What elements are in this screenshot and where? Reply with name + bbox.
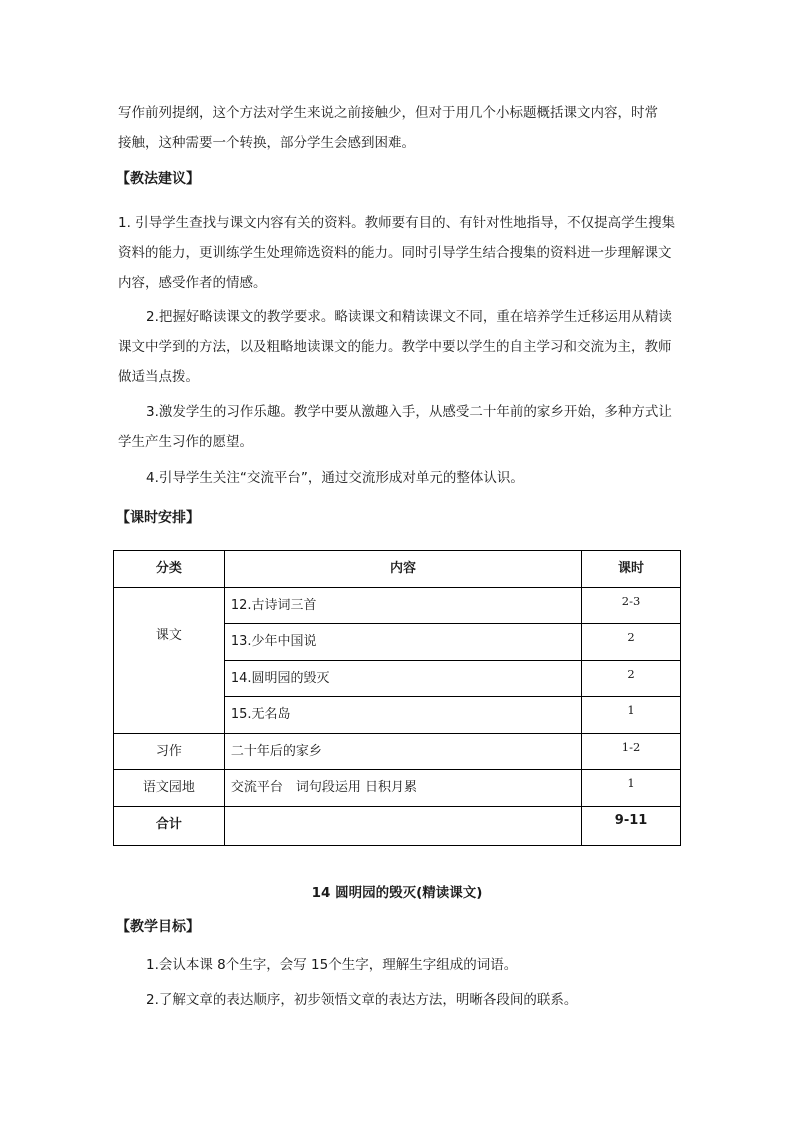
goal-2: 2.了解文章的表达顺序，初步领悟文章的表达方法，明晰各段间的联系。 <box>146 992 578 1008</box>
suggestion-3: 3.激发学生的习作乐趣。教学中要从激趣入手，从感受二十年前的家乡开始，多种方式让学生产生习作的愿望。 <box>118 404 672 450</box>
goal-1: 1.会认本课 8个生字，会写 15个生字，理解生字组成的词语。 <box>146 957 518 973</box>
hours-cell: 1-2 <box>582 734 681 770</box>
lesson-title: 14 圆明园的毁灭(精读课文) <box>311 885 483 901</box>
suggestion-1: 1. 引导学生查找与课文内容有关的资料。教师要有目的、有针对性地指导，不仅提高学生搜集资料的能力，更训练学生处理筛选资料的能力。同时引导学生结合搜集的资料进一步理解课文内容，感受作者的情感。 <box>118 215 676 291</box>
category-cell: 习作 <box>114 734 225 770</box>
schedule-heading: 【课时安排】 <box>116 510 200 526</box>
teaching-goals-heading: 【教学目标】 <box>116 919 200 935</box>
total-hours: 9-11 <box>582 807 681 846</box>
table-row <box>114 588 681 624</box>
hours-cell: 2 <box>582 661 681 697</box>
content-cell: 15.无名岛 <box>224 697 581 734</box>
hours-cell: 1 <box>582 770 681 807</box>
header-category: 分类 <box>114 551 225 588</box>
content-cell: 14.圆明园的毁灭 <box>224 661 581 697</box>
suggestion-4: 4.引导学生关注“交流平台”，通过交流形成对单元的整体认识。 <box>146 470 524 486</box>
intro-line-2: 接触，这种需要一个转换，部分学生会感到困难。 <box>118 135 415 151</box>
schedule-table <box>113 550 681 846</box>
total-content <box>224 807 581 846</box>
table-total-row <box>114 807 681 846</box>
intro-line-1: 写作前列提纲，这个方法对学生来说之前接触少，但对于用几个小标题概括课文内容，时常 <box>118 105 658 121</box>
suggestion-2: 2.把握好略读课文的教学要求。略读课文和精读课文不同，重在培养学生迁移运用从精读课文中学到的方法，以及粗略地读课文的能力。教学中要以学生的自主学习和交流为主，教师做适当点拨。 <box>118 309 672 385</box>
table-header-row <box>114 551 681 588</box>
category-cell: 课文 <box>114 588 225 734</box>
hours-cell: 1 <box>582 697 681 734</box>
table-row <box>114 770 681 807</box>
content-cell: 12.古诗词三首 <box>224 588 581 624</box>
header-hours: 课时 <box>582 551 681 588</box>
hours-cell: 2 <box>582 624 681 661</box>
hours-cell: 2-3 <box>582 588 681 624</box>
teaching-suggestions-heading: 【教法建议】 <box>116 171 200 187</box>
content-cell: 二十年后的家乡 <box>224 734 581 770</box>
content-cell: 13.少年中国说 <box>224 624 581 661</box>
total-label: 合计 <box>114 807 225 846</box>
header-content: 内容 <box>224 551 581 588</box>
table-row <box>114 734 681 770</box>
content-cell: 交流平台 词句段运用 日积月累 <box>224 770 581 807</box>
category-cell: 语文园地 <box>114 770 225 807</box>
